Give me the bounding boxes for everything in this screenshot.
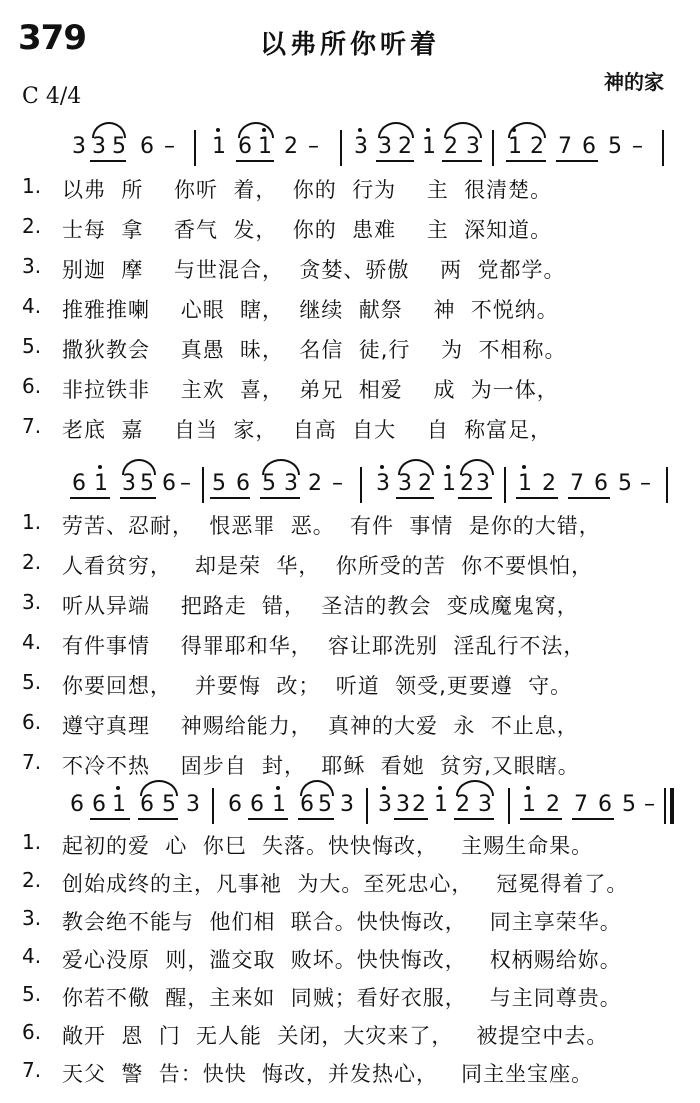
beam bbox=[506, 160, 546, 162]
verse-line bbox=[22, 902, 672, 940]
note: 3 bbox=[376, 471, 390, 496]
note: 1 bbox=[258, 134, 272, 159]
note: 2 bbox=[456, 792, 470, 817]
verse-number: 4. bbox=[22, 944, 42, 968]
bar-line bbox=[194, 130, 196, 166]
octave-dot bbox=[438, 786, 442, 790]
note: 1 bbox=[94, 471, 108, 496]
verse-line bbox=[22, 1016, 672, 1054]
verse-number: 7. bbox=[22, 750, 42, 774]
beam bbox=[568, 497, 610, 499]
slur bbox=[378, 122, 414, 138]
verse-line bbox=[22, 330, 672, 368]
note: 6 bbox=[300, 792, 314, 817]
note: – bbox=[640, 471, 651, 496]
note: 1 bbox=[442, 471, 456, 496]
note: 3 bbox=[72, 134, 86, 159]
lyric-text: 劳苦、忍耐， 恨恶罪 恶。 有件 事情 是你的大错， bbox=[62, 514, 601, 538]
note: 6 bbox=[250, 792, 264, 817]
slur bbox=[398, 459, 434, 475]
note: 6 bbox=[598, 792, 612, 817]
note: 2 bbox=[530, 134, 544, 159]
note: 5 bbox=[318, 792, 332, 817]
verse-line bbox=[22, 290, 672, 328]
beam bbox=[120, 497, 156, 499]
note: – bbox=[164, 134, 175, 159]
note: 1 bbox=[422, 134, 436, 159]
note: 5 bbox=[608, 134, 622, 159]
key-signature: C 4/4 bbox=[22, 84, 82, 109]
verse-number: 5. bbox=[22, 334, 42, 358]
note: 5 bbox=[212, 471, 226, 496]
octave-dot bbox=[358, 128, 362, 132]
octave-dot bbox=[98, 465, 102, 469]
beam bbox=[236, 160, 274, 162]
verse-number: 5. bbox=[22, 670, 42, 694]
beam bbox=[90, 818, 130, 820]
octave-dot bbox=[426, 128, 430, 132]
beam bbox=[90, 160, 126, 162]
notation-line-1 bbox=[52, 118, 672, 168]
lyric-text: 听从异端 把路走 错， 圣洁的教会 变成魔鬼窝， bbox=[62, 594, 579, 618]
note: 2 bbox=[308, 471, 322, 496]
verse-number: 5. bbox=[22, 982, 42, 1006]
slur bbox=[122, 459, 156, 475]
lyric-text: 士每 拿 香气 发， 你的 患难 主 深知道。 bbox=[62, 218, 553, 242]
beam bbox=[260, 497, 300, 499]
verse-number: 3. bbox=[22, 254, 42, 278]
beam bbox=[396, 497, 434, 499]
slur bbox=[508, 122, 546, 138]
note: 3 bbox=[476, 471, 490, 496]
note: 3 bbox=[398, 471, 412, 496]
verse-number: 6. bbox=[22, 710, 42, 734]
slur bbox=[444, 122, 482, 138]
octave-dot bbox=[526, 786, 530, 790]
octave-dot bbox=[446, 465, 450, 469]
slur bbox=[456, 780, 494, 796]
verse-line bbox=[22, 586, 672, 624]
beam bbox=[572, 818, 614, 820]
verse-line bbox=[22, 370, 672, 408]
note: 5 bbox=[112, 134, 126, 159]
note: 5 bbox=[618, 471, 632, 496]
lyric-text: 撒狄教会 真愚 昧， 名信 徒,行 为 不相称。 bbox=[62, 338, 567, 362]
lyric-text: 创始成终的主，凡事祂 为大。至死忠心， 冠冕得着了。 bbox=[62, 872, 629, 896]
lyric-text: 你要回想， 并要悔 改； 听道 领受,更要遵 守。 bbox=[62, 674, 573, 698]
note: 1 bbox=[518, 471, 532, 496]
octave-dot bbox=[116, 786, 120, 790]
note: 5 bbox=[262, 471, 276, 496]
lyric-text: 起初的爱 心 你巳 失落。快快悔改， 主赐生命果。 bbox=[62, 834, 594, 858]
beam bbox=[442, 160, 482, 162]
slur bbox=[140, 780, 178, 796]
hymn-number: 379 bbox=[18, 18, 86, 58]
note: 6 bbox=[162, 471, 176, 496]
verse-line bbox=[22, 626, 672, 664]
lyric-text: 非拉铁非 主欢 喜， 弟兄 相爱 成 为一体， bbox=[62, 378, 559, 402]
note: 2 bbox=[542, 471, 556, 496]
lyric-text: 人看贫穷， 却是荣 华， 你所受的苦 你不要惧怕， bbox=[62, 554, 594, 578]
note: 2 bbox=[444, 134, 458, 159]
note: 2 bbox=[398, 134, 412, 159]
verse-line bbox=[22, 706, 672, 744]
verse-line bbox=[22, 940, 672, 978]
note: 1 bbox=[272, 792, 286, 817]
verse-line bbox=[22, 170, 672, 208]
note: 6 bbox=[582, 134, 596, 159]
note: 3 bbox=[122, 471, 136, 496]
beam bbox=[394, 818, 428, 820]
notation-line-3 bbox=[52, 776, 672, 826]
note: 1 bbox=[434, 792, 448, 817]
lyric-text: 以弗 所 你听 着， 你的 行为 主 很清楚。 bbox=[62, 178, 553, 202]
verse-line bbox=[22, 826, 672, 864]
note: – bbox=[180, 471, 191, 496]
note: 3 bbox=[340, 792, 354, 817]
verse-number: 2. bbox=[22, 868, 42, 892]
beam bbox=[516, 497, 558, 499]
note: – bbox=[632, 134, 643, 159]
lyric-text: 推雅推喇 心眼 瞎， 继续 献祭 神 不悦纳。 bbox=[62, 298, 559, 322]
note: 3 bbox=[354, 134, 368, 159]
verse-number: 1. bbox=[22, 174, 42, 198]
note: 3 bbox=[378, 134, 392, 159]
verse-line bbox=[22, 864, 672, 902]
lyric-text: 天父 警 告：快快 悔改，并发热心， 同主坐宝座。 bbox=[62, 1062, 594, 1086]
note: – bbox=[308, 134, 319, 159]
note: 7 bbox=[570, 471, 584, 496]
bar-line bbox=[202, 467, 204, 503]
note: 2 bbox=[284, 134, 298, 159]
bar-line bbox=[666, 467, 668, 503]
verse-number: 2. bbox=[22, 550, 42, 574]
slur bbox=[300, 780, 334, 796]
note: 6 bbox=[140, 792, 154, 817]
bar-line bbox=[360, 467, 362, 503]
note: 7 bbox=[574, 792, 588, 817]
final-bar-line bbox=[670, 788, 674, 824]
note: 2 bbox=[418, 471, 432, 496]
beam bbox=[70, 497, 110, 499]
note: 6 bbox=[70, 792, 84, 817]
notation-line-2 bbox=[52, 455, 672, 505]
beam bbox=[520, 818, 562, 820]
note: 3 bbox=[396, 792, 410, 817]
bar-line bbox=[508, 788, 510, 824]
author-credit: 神的家 bbox=[604, 70, 664, 94]
lyric-text: 遵守真理 神赐给能力， 真神的大爱 永 不止息， bbox=[62, 714, 579, 738]
verse-line bbox=[22, 1054, 672, 1092]
lyric-text: 敞开 恩 门 无人能 关闭，大灾来了， 被提空中去。 bbox=[62, 1024, 609, 1048]
verse-line bbox=[22, 250, 672, 288]
note: 3 bbox=[378, 792, 392, 817]
bar-line bbox=[212, 788, 214, 824]
note: 3 bbox=[466, 134, 480, 159]
note: 5 bbox=[140, 471, 154, 496]
beam bbox=[376, 160, 414, 162]
beam bbox=[556, 160, 598, 162]
slur bbox=[262, 459, 300, 475]
verse-line bbox=[22, 410, 672, 448]
bar-line bbox=[664, 788, 666, 824]
note: 3 bbox=[186, 792, 200, 817]
note: 7 bbox=[558, 134, 572, 159]
verse-number: 4. bbox=[22, 294, 42, 318]
note: 6 bbox=[238, 134, 252, 159]
verse-number: 1. bbox=[22, 510, 42, 534]
verse-line bbox=[22, 546, 672, 584]
note: 6 bbox=[140, 134, 154, 159]
note: 6 bbox=[92, 792, 106, 817]
note: 5 bbox=[162, 792, 176, 817]
note: 1 bbox=[112, 792, 126, 817]
slur bbox=[460, 459, 494, 475]
verse-line bbox=[22, 210, 672, 248]
note: 5 bbox=[622, 792, 636, 817]
verse-line bbox=[22, 978, 672, 1016]
lyric-text: 有件事情 得罪耶和华， 容让耶洗别 淫乱行不法， bbox=[62, 634, 586, 658]
verse-number: 1. bbox=[22, 830, 42, 854]
note: 6 bbox=[236, 471, 250, 496]
lyric-text: 教会绝不能与 他们相 联合。快快悔改， 同主享荣华。 bbox=[62, 910, 622, 934]
note: 1 bbox=[522, 792, 536, 817]
beam bbox=[248, 818, 288, 820]
note: 6 bbox=[228, 792, 242, 817]
note: 2 bbox=[546, 792, 560, 817]
note: 3 bbox=[92, 134, 106, 159]
verse-number: 6. bbox=[22, 374, 42, 398]
beam bbox=[138, 818, 178, 820]
note: 3 bbox=[478, 792, 492, 817]
lyric-text: 你若不儆 醒，主来如 同贼；看好衣服， 与主同尊贵。 bbox=[62, 986, 622, 1010]
verse-line bbox=[22, 666, 672, 704]
lyric-text: 别迦 摩 与世混合， 贪婪、骄傲 两 党都学。 bbox=[62, 258, 566, 282]
octave-dot bbox=[380, 465, 384, 469]
bar-line bbox=[340, 130, 342, 166]
beam bbox=[454, 818, 494, 820]
octave-dot bbox=[522, 465, 526, 469]
note: – bbox=[644, 792, 655, 817]
lyric-text: 老底 嘉 自当 家， 自高 自大 自 称富足， bbox=[62, 418, 553, 442]
beam bbox=[298, 818, 334, 820]
verse-number: 7. bbox=[22, 414, 42, 438]
lyric-text: 爱心没原 则，滥交取 败坏。快快悔改， 权柄赐给妳。 bbox=[62, 948, 622, 972]
bar-line bbox=[504, 467, 506, 503]
verse-number: 3. bbox=[22, 906, 42, 930]
page-title: 以弗所你听着 bbox=[259, 30, 440, 60]
octave-dot bbox=[276, 786, 280, 790]
beam bbox=[210, 497, 250, 499]
verse-number: 3. bbox=[22, 590, 42, 614]
note: 1 bbox=[508, 134, 522, 159]
beam bbox=[458, 497, 492, 499]
verse-number: 7. bbox=[22, 1058, 42, 1082]
verse-number: 4. bbox=[22, 630, 42, 654]
note: 3 bbox=[284, 471, 298, 496]
verse-line bbox=[22, 506, 672, 544]
slur bbox=[238, 122, 274, 138]
bar-line bbox=[662, 130, 664, 166]
note: 6 bbox=[72, 471, 86, 496]
verse-number: 6. bbox=[22, 1020, 42, 1044]
lyric-text: 不冷不热 固步自 封， 耶稣 看她 贫穷,又眼瞎。 bbox=[62, 754, 580, 778]
note: 2 bbox=[460, 471, 474, 496]
note: 6 bbox=[594, 471, 608, 496]
bar-line bbox=[492, 130, 494, 166]
octave-dot bbox=[216, 128, 220, 132]
slur bbox=[92, 122, 126, 138]
bar-line bbox=[366, 788, 368, 824]
verse-number: 2. bbox=[22, 214, 42, 238]
note: – bbox=[332, 471, 343, 496]
note: 2 bbox=[412, 792, 426, 817]
note: 1 bbox=[212, 134, 226, 159]
octave-dot bbox=[382, 786, 386, 790]
